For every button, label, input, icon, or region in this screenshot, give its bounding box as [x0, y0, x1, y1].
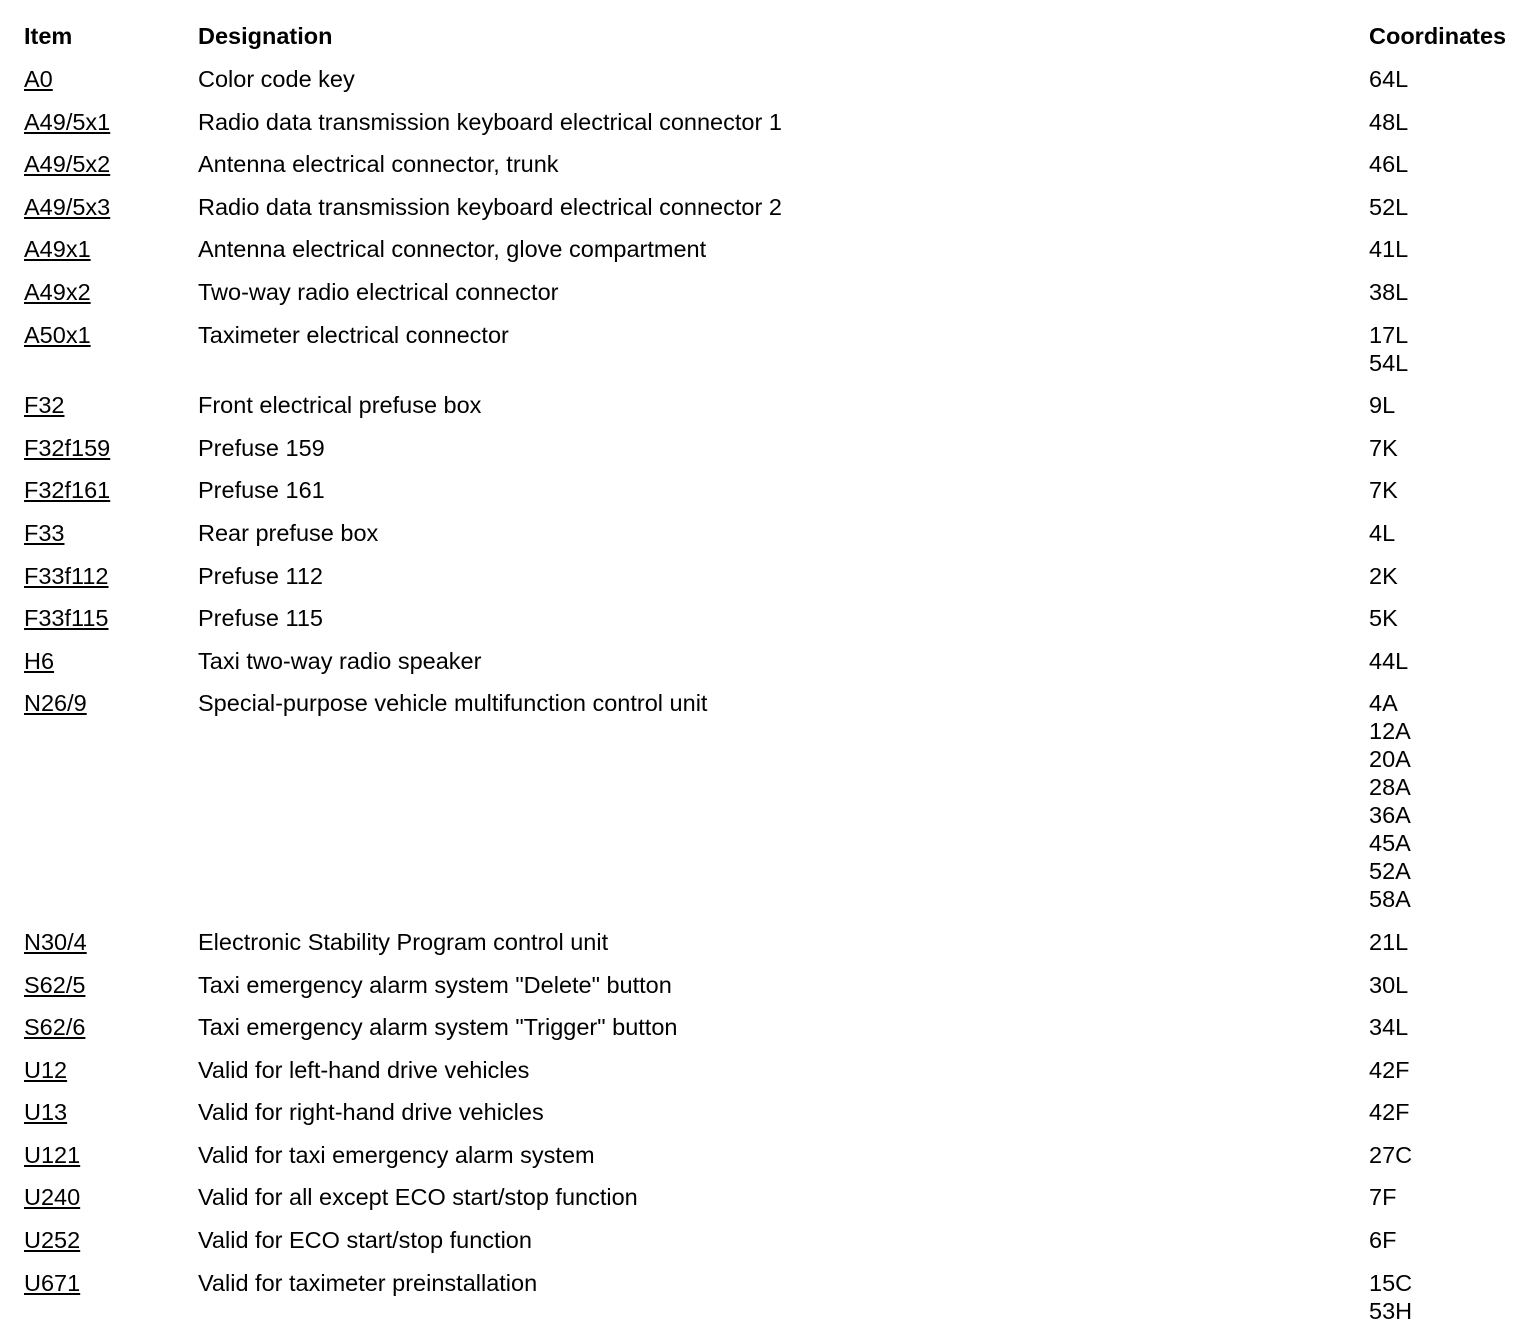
designation-cell: Valid for all except ECO start/stop function — [198, 1184, 638, 1211]
coordinates-cell — [1369, 971, 1408, 999]
coordinate-value: 44L — [1369, 647, 1409, 674]
designation-cell: Special-purpose vehicle multifunction control unit — [198, 690, 708, 717]
coordinates-cell — [1369, 235, 1408, 263]
coordinate-value: 45A — [1369, 830, 1411, 857]
table-row — [24, 604, 1524, 647]
item-link[interactable]: U252 — [24, 1227, 81, 1254]
item-link[interactable]: F32f159 — [24, 434, 111, 461]
table-row — [24, 434, 1524, 477]
coordinate-value: 42F — [1369, 1056, 1410, 1083]
coordinates-cell — [1369, 1269, 1412, 1325]
item-link[interactable]: N26/9 — [24, 690, 87, 717]
item-cell — [24, 391, 65, 419]
table-row — [24, 519, 1524, 562]
item-link[interactable]: H6 — [24, 647, 55, 674]
table-row — [24, 1269, 1524, 1339]
coordinates-cell — [1369, 1226, 1396, 1254]
table-row — [24, 391, 1524, 434]
coordinates-cell — [1369, 1183, 1396, 1211]
designation-cell: Antenna electrical connector, glove compartment — [198, 236, 707, 263]
item-link[interactable]: F33 — [24, 519, 65, 546]
item-link[interactable]: A49x2 — [24, 278, 91, 305]
item-link[interactable]: S62/6 — [24, 1014, 86, 1041]
coordinate-value: 53H — [1369, 1297, 1413, 1324]
item-cell — [24, 1226, 80, 1254]
table-row — [24, 1141, 1524, 1184]
coordinate-value: 58A — [1369, 886, 1411, 913]
coordinate-value: 42F — [1369, 1099, 1410, 1126]
coordinate-value: 64L — [1369, 66, 1409, 92]
coordinate-value: 6F — [1369, 1227, 1397, 1254]
table-row — [24, 150, 1524, 193]
designation-cell: Valid for taximeter preinstallation — [198, 1269, 538, 1296]
designation-cell: Front electrical prefuse box — [198, 392, 482, 419]
table-row — [24, 1183, 1524, 1226]
designation-cell: Prefuse 115 — [198, 605, 323, 632]
item-cell — [24, 1098, 67, 1126]
designation-cell: Valid for right-hand drive vehicles — [198, 1099, 544, 1126]
coordinate-value: 48L — [1369, 108, 1409, 135]
designation-cell: Valid for taxi emergency alarm system — [198, 1141, 595, 1168]
coordinate-value: 36A — [1369, 802, 1411, 829]
header-designation: Designation — [198, 23, 333, 49]
item-link[interactable]: F32 — [24, 392, 65, 419]
item-link[interactable]: U240 — [24, 1184, 81, 1211]
coordinate-value: 28A — [1369, 774, 1411, 801]
coordinates-cell — [1369, 65, 1408, 93]
item-cell — [24, 150, 110, 178]
item-link[interactable]: A49/5x3 — [24, 193, 111, 220]
item-link[interactable]: A50x1 — [24, 321, 91, 348]
item-link[interactable]: A49/5x2 — [24, 151, 111, 178]
coordinate-value: 7K — [1369, 434, 1398, 461]
item-link[interactable]: A0 — [24, 66, 53, 92]
designation-cell: Radio data transmission keyboard electrical connector 1 — [198, 108, 782, 135]
designation-cell: Valid for ECO start/stop function — [198, 1227, 532, 1254]
item-cell — [24, 1056, 67, 1084]
table-row — [24, 1056, 1524, 1099]
item-cell — [24, 1141, 80, 1169]
coordinate-value: 21L — [1369, 928, 1409, 955]
designation-cell: Prefuse 112 — [198, 562, 323, 589]
table-row — [24, 689, 1524, 928]
item-cell — [24, 108, 110, 136]
coordinate-value: 41L — [1369, 236, 1409, 263]
item-cell — [24, 321, 91, 349]
coordinates-cell — [1369, 434, 1398, 462]
coordinate-value: 20A — [1369, 746, 1411, 773]
coordinates-cell — [1369, 193, 1408, 221]
item-cell — [24, 604, 109, 632]
coordinates-cell — [1369, 928, 1408, 956]
coordinate-value: 17L — [1369, 321, 1409, 348]
header-item: Item — [24, 23, 73, 49]
item-cell — [24, 689, 87, 717]
coordinate-value: 12A — [1369, 718, 1411, 745]
item-link[interactable]: U671 — [24, 1269, 81, 1296]
coordinate-value: 34L — [1369, 1014, 1409, 1041]
table-row — [24, 476, 1524, 519]
designation-cell: Prefuse 159 — [198, 434, 325, 461]
item-cell — [24, 1183, 80, 1211]
designation-cell: Antenna electrical connector, trunk — [198, 151, 559, 178]
coordinate-value: 2K — [1369, 562, 1398, 589]
coordinate-value: 27C — [1369, 1141, 1413, 1168]
table-row — [24, 928, 1524, 971]
item-cell — [24, 519, 65, 547]
coordinates-cell — [1369, 562, 1398, 590]
item-cell — [24, 928, 87, 956]
designation-cell: Prefuse 161 — [198, 477, 325, 504]
item-cell — [24, 1013, 85, 1041]
table-row — [24, 562, 1524, 605]
item-cell — [24, 278, 91, 306]
coordinate-value: 52L — [1369, 193, 1409, 220]
coordinates-cell — [1369, 278, 1408, 306]
coordinates-cell — [1369, 647, 1408, 675]
designation-cell: Radio data transmission keyboard electrical connector 2 — [198, 193, 782, 220]
item-cell — [24, 235, 91, 263]
item-cell — [24, 971, 85, 999]
coordinates-cell — [1369, 391, 1395, 419]
designation-cell: Electronic Stability Program control unit — [198, 928, 609, 955]
item-cell — [24, 434, 110, 462]
table-row — [24, 1013, 1524, 1056]
coordinates-cell — [1369, 108, 1408, 136]
legend-table — [24, 22, 1524, 1339]
header-coordinates: Coordinates — [1369, 23, 1507, 49]
coordinates-cell — [1369, 321, 1408, 377]
table-row — [24, 647, 1524, 690]
coordinates-cell — [1369, 1056, 1410, 1084]
item-link[interactable]: F32f161 — [24, 477, 111, 504]
table-row — [24, 1098, 1524, 1141]
designation-cell: Color code key — [198, 66, 355, 92]
item-cell — [24, 193, 110, 221]
table-row — [24, 65, 1524, 108]
coordinate-value: 54L — [1369, 349, 1409, 376]
item-cell — [24, 65, 53, 93]
item-link[interactable]: A49x1 — [24, 236, 91, 263]
item-link[interactable]: U121 — [24, 1141, 81, 1168]
item-cell — [24, 1269, 80, 1297]
table-row — [24, 1226, 1524, 1269]
table-row — [24, 321, 1524, 392]
designation-cell: Taxi two-way radio speaker — [198, 647, 482, 674]
item-link[interactable]: U13 — [24, 1099, 68, 1126]
coordinate-value: 38L — [1369, 278, 1409, 305]
coordinates-cell — [1369, 1013, 1408, 1041]
header-row — [24, 22, 1524, 65]
table-body — [24, 65, 1524, 1339]
item-link[interactable]: F33f112 — [24, 562, 109, 589]
table-row — [24, 193, 1524, 236]
table-row — [24, 108, 1524, 151]
coordinate-value: 9L — [1369, 392, 1396, 419]
coordinates-cell — [1369, 1098, 1410, 1126]
table-row — [24, 971, 1524, 1014]
coordinate-value: 15C — [1369, 1269, 1413, 1296]
designation-cell: Taximeter electrical connector — [198, 321, 509, 348]
table-row — [24, 278, 1524, 321]
coordinate-value: 7K — [1369, 477, 1398, 504]
item-cell — [24, 562, 109, 590]
coordinates-cell — [1369, 476, 1398, 504]
item-cell — [24, 476, 110, 504]
coordinate-value: 7F — [1369, 1184, 1397, 1211]
item-cell — [24, 647, 54, 675]
coordinate-value: 4A — [1369, 690, 1398, 717]
designation-cell: Valid for left-hand drive vehicles — [198, 1056, 530, 1083]
coordinate-value: 46L — [1369, 151, 1409, 178]
designation-cell: Two-way radio electrical connector — [198, 278, 559, 305]
designation-cell: Taxi emergency alarm system "Trigger" button — [198, 1014, 678, 1041]
coordinates-cell — [1369, 689, 1411, 913]
item-link[interactable]: A49/5x1 — [24, 108, 111, 135]
designation-cell: Taxi emergency alarm system "Delete" button — [198, 971, 672, 998]
coordinates-cell — [1369, 1141, 1412, 1169]
coordinate-value: 52A — [1369, 858, 1411, 885]
table-row — [24, 235, 1524, 278]
item-link[interactable]: F33f115 — [24, 605, 109, 632]
coordinates-cell — [1369, 519, 1395, 547]
coordinates-cell — [1369, 150, 1408, 178]
designation-cell: Rear prefuse box — [198, 519, 379, 546]
coordinate-value: 4L — [1369, 519, 1396, 546]
coordinate-value: 5K — [1369, 605, 1398, 632]
item-link[interactable]: S62/5 — [24, 971, 86, 998]
item-link[interactable]: N30/4 — [24, 928, 87, 955]
item-link[interactable]: U12 — [24, 1056, 68, 1083]
coordinate-value: 30L — [1369, 971, 1409, 998]
coordinates-cell — [1369, 604, 1398, 632]
